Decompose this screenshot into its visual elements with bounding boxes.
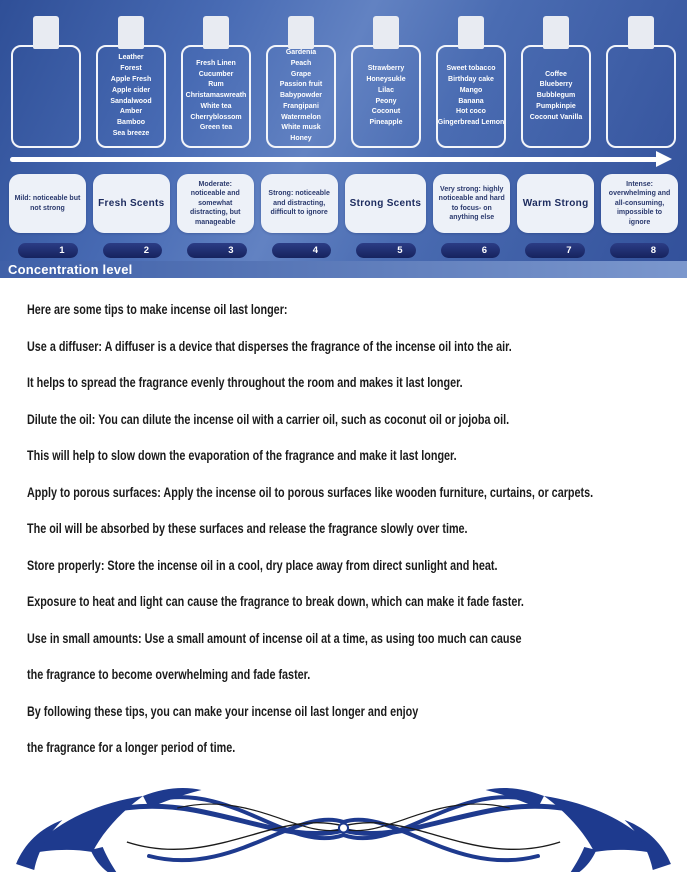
- scent-name: Mango: [459, 86, 483, 94]
- tip-line: It helps to spread the fragrance evenly throughout the room and makes it last longer.: [27, 375, 463, 390]
- level-card-4: Strong: noticeable and distracting, difficult to ignore: [261, 174, 338, 233]
- tip-line: Here are some tips to make incense oil last longer:: [27, 302, 288, 317]
- bottle-body: [521, 45, 591, 148]
- scent-name: Gardenia: [285, 48, 317, 56]
- scent-name: Watermelon: [281, 113, 321, 121]
- scent-name: Frangipani: [283, 102, 319, 110]
- scent-name: Blueberry: [539, 81, 573, 89]
- scent-name: Peach: [290, 59, 312, 67]
- bottle-cap: [33, 16, 59, 49]
- scale-arrow-head-icon: [656, 151, 672, 167]
- bottle-body: [351, 45, 421, 148]
- level-number-pill-5: 5: [356, 243, 416, 258]
- bottle-cap: [373, 16, 399, 49]
- scent-bottle-3: [181, 16, 251, 148]
- scent-name: Sandalwood: [110, 97, 152, 105]
- scent-bottle-5: [351, 16, 421, 148]
- tip-line: Exposure to heat and light can cause the fragrance to break down, which can make it fade faster.: [27, 594, 524, 609]
- scent-name: Coconut Vanilla: [529, 113, 583, 121]
- scale-arrow-line: [10, 157, 658, 162]
- scent-name: Forest: [120, 65, 142, 73]
- level-number-pill-3: 3: [187, 243, 247, 258]
- level-card-5: Strong Scents: [345, 174, 427, 233]
- scent-bottle-4: [266, 16, 336, 148]
- scent-name: Babypowder: [279, 92, 322, 100]
- bottle-body: [96, 45, 166, 148]
- scent-name: Sweet tobacco: [446, 65, 496, 73]
- scent-name: Bamboo: [117, 119, 145, 127]
- scent-name: Green tea: [199, 124, 233, 132]
- scent-name: Cucumber: [198, 70, 234, 78]
- level-card-8: Intense: overwhelming and all-consuming, impossible to ignore: [601, 174, 678, 233]
- scent-name: Apple Fresh: [110, 75, 152, 83]
- level-number-pill-6: 6: [441, 243, 501, 258]
- level-numbers-row: [9, 243, 678, 258]
- tip-line: Use in small amounts: Use a small amount of incense oil at a time, as using too much can cause: [27, 630, 522, 646]
- bottle-body: [266, 45, 336, 148]
- bottles-row: [11, 16, 676, 148]
- level-card-2: Fresh Scents: [93, 174, 170, 233]
- level-number-pill-4: 4: [272, 243, 332, 258]
- scent-name: Christamaswreath: [185, 92, 247, 100]
- level-card-7: Warm Strong: [517, 174, 594, 233]
- tip-line: This will help to slow down the evaporation of the fragrance and make it last longer.: [27, 448, 457, 463]
- bottle-cap: [628, 16, 654, 49]
- scent-name: Banana: [458, 97, 484, 105]
- scent-name: Strawberry: [367, 65, 405, 73]
- scent-name: Grape: [290, 70, 312, 78]
- scent-name: Honey: [290, 135, 312, 143]
- tip-line: By following these tips, you can make your incense oil last longer and enjoy: [27, 703, 419, 719]
- scent-bottle-8: [606, 16, 676, 148]
- scent-name: Coffee: [545, 70, 567, 78]
- tips-text-block: [27, 303, 677, 778]
- bottle-body: [11, 45, 81, 148]
- bottle-cap: [543, 16, 569, 49]
- level-card-1: Mild: noticeable but not strong: [9, 174, 86, 233]
- concentration-banner: [0, 0, 687, 278]
- scent-bottle-6: [436, 16, 506, 148]
- scent-name: Fresh Linen: [196, 59, 236, 67]
- scent-bottle-1: [11, 16, 81, 148]
- level-number-pill-7: 7: [525, 243, 585, 258]
- bottle-cap: [288, 16, 314, 49]
- tip-line: Apply to porous surfaces: Apply the incense oil to porous surfaces like wooden furniture, curtains, or carpets.: [27, 484, 594, 500]
- scent-name: Coconut: [371, 108, 401, 116]
- tip-line: Dilute the oil: You can dilute the incense oil with a carrier oil, such as coconut oil or jojoba oil.: [27, 411, 510, 427]
- scent-name: Apple cider: [111, 86, 151, 94]
- bottle-body: [181, 45, 251, 148]
- scent-bottle-7: [521, 16, 591, 148]
- scent-name: Bubblegum: [536, 92, 576, 100]
- bottle-body: [436, 45, 506, 148]
- tip-line: The oil will be absorbed by these surfaces and release the fragrance slowly over time.: [27, 521, 468, 536]
- scent-name: Leather: [118, 54, 144, 62]
- scent-name: Peony: [375, 97, 397, 105]
- scent-name: Passion fruit: [279, 81, 323, 89]
- bottle-cap: [118, 16, 144, 49]
- scent-name: Birthday cake: [448, 75, 494, 83]
- level-cards-row: [9, 174, 678, 233]
- tribal-flourish-graphic: [6, 780, 681, 872]
- tip-line: the fragrance for a longer period of time.: [27, 740, 236, 755]
- scent-name: Pumpkinpie: [536, 102, 576, 110]
- scent-bottle-2: [96, 16, 166, 148]
- level-card-6: Very strong: highly noticeable and hard to focus- on anything else: [433, 174, 510, 233]
- scent-name: Amber: [119, 108, 143, 116]
- axis-label: Concentration level: [0, 261, 687, 278]
- bottle-cap: [458, 16, 484, 49]
- level-number-pill-1: 1: [18, 243, 78, 258]
- level-number-pill-8: 8: [610, 243, 670, 258]
- scent-name: Gingerbread Lemon: [437, 119, 505, 127]
- bottle-cap: [203, 16, 229, 49]
- scent-name: Honeysukle: [366, 75, 406, 83]
- tip-line: Store properly: Store the incense oil in a cool, dry place away from direct sunlight and heat.: [27, 557, 498, 573]
- scent-name: Cherryblossom: [190, 113, 242, 121]
- scent-name: Sea breeze: [112, 129, 150, 137]
- bottle-body: [606, 45, 676, 148]
- scent-name: Rum: [208, 81, 224, 89]
- scent-name: Lilac: [378, 86, 394, 94]
- scent-name: White tea: [200, 102, 232, 110]
- level-number-pill-2: 2: [103, 243, 163, 258]
- scent-name: White musk: [281, 124, 321, 132]
- scent-name: Pineapple: [369, 119, 403, 127]
- level-card-3: Moderate: noticeable and somewhat distracting, but manageable: [177, 174, 254, 233]
- tip-line: the fragrance to become overwhelming and fade faster.: [27, 667, 311, 682]
- tip-line: Use a diffuser: A diffuser is a device that disperses the fragrance of the incense oil into the air.: [27, 338, 512, 354]
- scent-name: Hot coco: [456, 108, 486, 116]
